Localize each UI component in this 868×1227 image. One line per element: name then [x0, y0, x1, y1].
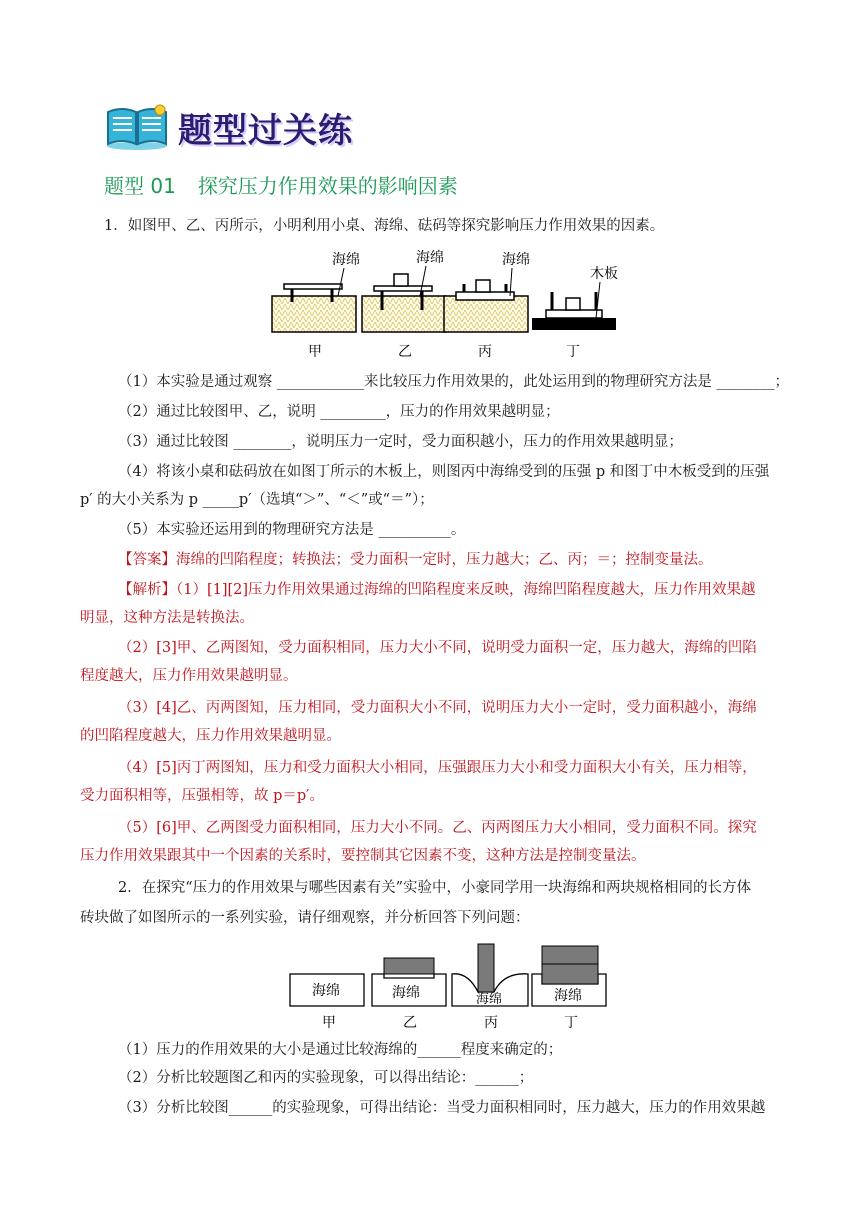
q1-label-ding: 丁	[566, 344, 580, 360]
q1-label-bing: 丙	[478, 344, 492, 360]
q1-sub4b: p′ 的大小关系为 p _____p′（选填“＞”、“＜”或“＝”）；	[80, 492, 434, 508]
q1-stem: 1．如图甲、乙、丙所示，小明利用小桌、海绵、砝码等探究影响压力作用效果的因素。	[104, 218, 665, 234]
q1-label-yi: 乙	[398, 344, 412, 360]
q1-analysis-line-3: （2）[3]甲、乙两图知，受力面积相同，压力大小不同，说明受力面积一定，压力越大，海绵的凹陷	[118, 640, 757, 656]
q2-fig-bing	[452, 944, 528, 1031]
answer-text: 海绵的凹陷程度；转换法；受力面积一定时，压力越大；乙、丙；＝；控制变量法。	[176, 552, 713, 568]
section-number: 题型 01	[104, 174, 176, 198]
q2-figure	[288, 940, 610, 1032]
section-banner	[104, 100, 353, 154]
q1-label-sponge-2: 海绵	[416, 250, 444, 266]
q1-analysis-line-9: （5）[6]甲、乙两图受力面积相同，压力大小不同。乙、丙两图压力大小相同，受力面积不同。探究	[118, 820, 757, 836]
section-heading: 探究压力作用效果的影响因素	[197, 174, 458, 198]
q1-figure	[270, 244, 620, 362]
q1-analysis-line-4: 程度越大，压力作用效果越明显。	[80, 668, 298, 684]
q2-label-sponge-1: 海绵	[312, 983, 340, 999]
q1-label-jia: 甲	[308, 344, 322, 360]
q1-label-sponge-3: 海绵	[502, 252, 530, 268]
q1-analysis-line-8: 受力面积相等，压强相等，故 p＝p′。	[80, 788, 324, 804]
q1-analysis-line-7: （4）[5]丙丁两图知，压力和受力面积大小相同，压强跟压力大小和受力面积大小有关，压力相等，	[118, 760, 757, 776]
q1-label-sponge-1: 海绵	[332, 252, 360, 268]
q2-label-sponge-2: 海绵	[392, 985, 420, 1001]
q1-analysis-line-6: 的凹陷程度越大，压力作用效果越明显。	[80, 728, 341, 744]
q2-stem-a: 2．在探究“压力的作用效果与哪些因素有关”实验中，小豪同学用一块海绵和两块规格相同的长方体	[118, 880, 752, 896]
q1-fig-ding	[532, 265, 618, 360]
answer-tag: 【答案】	[118, 552, 176, 568]
q1-analysis-line-10: 压力作用效果跟其中一个因素的关系时，要控制其它因素不变，这种方法是控制变量法。	[80, 848, 646, 864]
q1-sub2: （2）通过比较图甲、乙，说明 _________，压力的作用效果越明显；	[118, 404, 560, 420]
q1-fig-bing	[444, 252, 530, 360]
q1-fig-yi	[362, 250, 446, 360]
q2-fig-jia	[290, 974, 364, 1031]
analysis-tag: 【解析】	[118, 582, 176, 598]
q2-fig-yi	[372, 958, 446, 1031]
q1-sub3: （3）通过比较图 ________，说明压力一定时，受力面积越小，压力的作用效果越明显；	[118, 434, 683, 450]
q1-fig-jia	[272, 252, 360, 360]
q1-sub4a: （4）将该小桌和砝码放在如图丁所示的木板上，则图丙中海绵受到的压强 p 和图丁中木板受到的压强	[118, 464, 770, 480]
q1-sub1: （1）本实验是通过观察 ____________来比较压力作用效果的，此处运用到的物理研究方法是 ________；	[118, 374, 789, 390]
q2-label-sponge-4: 海绵	[554, 988, 582, 1004]
q2-stem-b: 砖块做了如图所示的一系列实验，请仔细观察，并分析回答下列问题：	[80, 910, 530, 926]
q2-label-yi: 乙	[403, 1015, 417, 1031]
q1-sub5: （5）本实验还运用到的物理研究方法是 __________。	[118, 522, 466, 538]
book-icon	[104, 102, 170, 152]
q1-label-board: 木板	[590, 266, 618, 282]
q2-sub3: （3）分析比较图______的实验现象，可得出结论：当受力面积相同时，压力越大，压力的作用效果越	[118, 1100, 766, 1116]
q1-analysis-line-5: （3）[4]乙、丙两图知，压力相同，受力面积大小不同，说明压力大小一定时，受力面积越小，海绵	[118, 700, 757, 716]
q2-label-ding: 丁	[564, 1015, 578, 1031]
q1-analysis-line-1: 【解析】（1）[1][2]压力作用效果通过海绵的凹陷程度来反映，海绵凹陷程度越大，压力作用效果越	[118, 582, 756, 598]
q2-fig-ding	[532, 946, 606, 1031]
section-title	[104, 170, 458, 199]
q2-label-bing: 丙	[484, 1015, 498, 1031]
q1-answer	[118, 550, 713, 570]
banner-title: 题型过关练	[178, 110, 353, 151]
q2-label-jia: 甲	[322, 1015, 336, 1031]
q2-sub2: （2）分析比较题图乙和丙的实验现象，可以得出结论：______；	[118, 1070, 534, 1086]
q1-analysis-line-2: 明显，这种方法是转换法。	[80, 610, 254, 626]
q2-sub1: （1）压力的作用效果的大小是通过比较海绵的______程度来确定的；	[118, 1042, 563, 1058]
q2-label-sponge-3: 海绵	[476, 992, 503, 1007]
